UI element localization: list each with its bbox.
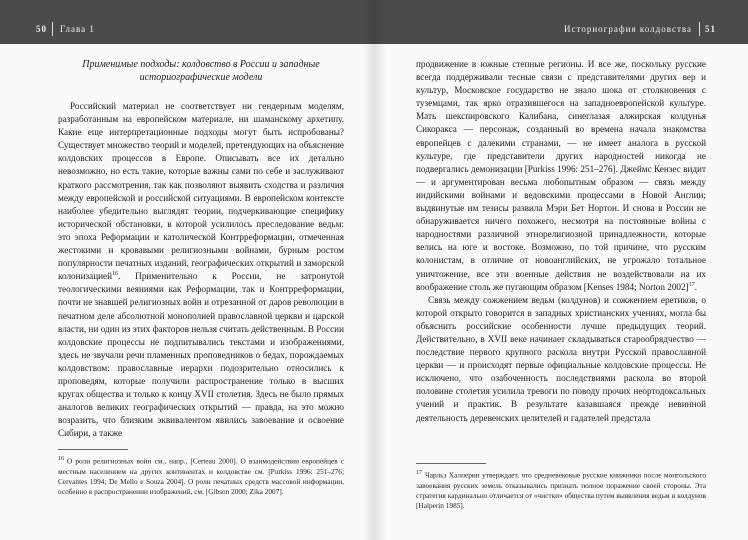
footnote (58, 454, 344, 498)
left-page-header (0, 0, 374, 44)
footnote-number: 16 (58, 456, 64, 462)
paragraph-text: Связь между сожжением ведьм (колдунов) и сожжением еретиков, о которой открыто говорится в западных христианских учениях, могла бы объяснить российские особенности лучше предыдущих теорий. Действительно, в XVII веке начинает складываться старообрядчество — последствие первого крупного раскола внутри Русской православной церкви — и происходят первые официальные колдовские процессы. Не исключено, что озабоченность последствиями раскола во второй половине столетия усилила тревоги по поводу прочих неортодоксальных учений и практик. В результате казавшаяся прежде невинной деятельность деревенских целителей и гадателей предстала (416, 294, 706, 423)
paragraph-text: продвижение в южные степные регионы. И все же, поскольку русские всегда поддерживали тесные связи с представителями других вер и культур, Московское государство не знало шока от столкновения с туземцами, так ярко отразившегося на западноевропейской культуре. Мать шекспировского Калибана, синеглазая алжирская колдунья Сикоракса — персонаж, созданный во времена начала знакомства европейцев с далекими странами, — не имеет аналога в русской культуре, где представители других народностей никогда не подвергались демонизации [Purkiss 1996: 251–276]. Джеймс Кензес видит — и аргументирован весьма любопытным образом — связь между индийскими войнами и ведовскими процессами в Новой Англии; выдвинутые им тезисы развила Мэри Бет Нортон. И снова в России не обнаруживается ничего похожего, несмотря на постоянные войны с народностями различной этнорелигиозной принадлежности, которые велись на юге и востоке. Возможно, по той причине, что русским колонистам, в отличие от новоанглийских, не угрожало тотальное уничтожение, все эти военные действия не воздействовали на их воображение столь же пугающим образом [Kenses 1984; Norton 2002] (416, 59, 706, 292)
footnote-ref: 16 (112, 271, 119, 278)
paragraph-text-cont: . Применительно к России, не затронутой теологическими веяниями как Реформации, так и Контрреформации, почти не знавшей религиозных войн и отрезанной от даров революции в печатном деле абсолютной монополией православной церкви и царской власти, ни один из этих факторов нельзя считать действенным. В России колдовские процессы не подпитывались текстами и изображениями, здесь не звучали речи пламенных проповедников о бедах, порождаемых колдовством: православные иерархи подозрительно относились к проповедям, которые получили распространение только в высших кругах общества и только к концу XVII столетия. Здесь не было прямых аналогов великих географических открытий — правда, на это можно возразить, что близким эквивалентом явились завоевание и освоение Сибири, а также (58, 271, 344, 439)
running-head: Историография колдовства (564, 24, 692, 34)
footnote-text: Чарльз Халперин утверждает, что средневековые русские книжники после монгольского завоевания русских земель отказывались признать полное поражение своей стороны. Эта стратегия кардинально отличается от «чистки» общества путем выявления ведьм и колдунов [Halperin 1985]. (416, 470, 706, 511)
page-number: 50 (36, 24, 47, 34)
footnote-number: 17 (416, 470, 422, 476)
footnote-text: О роли религиозных войн см., напр., [Certeau 2000]. О взаимодействии европейцев с местным населением на других континентах и колдовстве см. [Purkiss 1996: 251–276; Cervantes 1994; De Mello e Souza 2004]. О роли печатных средств массовой информации, особенно в распространении изображений, см. [Gibson 2000; Zika 2007]. (58, 456, 344, 497)
body-text (58, 100, 344, 440)
footnote-rule (416, 463, 486, 464)
paragraph-text: Российский материал не соответствует ни гендерным моделям, разработанным на европейском материале, ни шаманскому архетипу. Какие еще интерпретационные подходы могут быть испробованы? Существует множество теорий и моделей, претендующих на объяснение колдовских процессов в Европе. Описывать все их детально невозможно, но есть такие, которые важны сами по себе и заслуживают краткого рассмотрения, так как позволяют выявить сходства и различия между европейской и российской ситуациями. В европейском контексте наиболее убедительно выглядят теории, подчеркивающие специфику исторической обстановки, в которой усилилось преследование ведьм: это эпоха Реформации и католической Контрреформации, отмеченная жестокими и кровавыми религиозными войнами, бурным ростом популярности печатных изданий, географических открытий и заморской колонизацией (58, 101, 344, 282)
right-page (374, 0, 748, 540)
header-divider (699, 22, 700, 36)
paragraph (416, 294, 706, 425)
right-page-header (374, 0, 748, 44)
page-number: 51 (705, 24, 716, 34)
running-head: Глава 1 (60, 24, 95, 34)
section-title: Применимые подходы: колдовство в России и западные историографические модели (82, 59, 320, 83)
footnote-ref: 17 (688, 281, 695, 288)
footnote-rule (58, 449, 128, 450)
paragraph (58, 100, 344, 440)
paragraph-end: . (694, 281, 697, 292)
footnote (416, 468, 706, 512)
body-text (416, 58, 706, 425)
paragraph (416, 58, 706, 294)
header-divider (52, 22, 53, 36)
